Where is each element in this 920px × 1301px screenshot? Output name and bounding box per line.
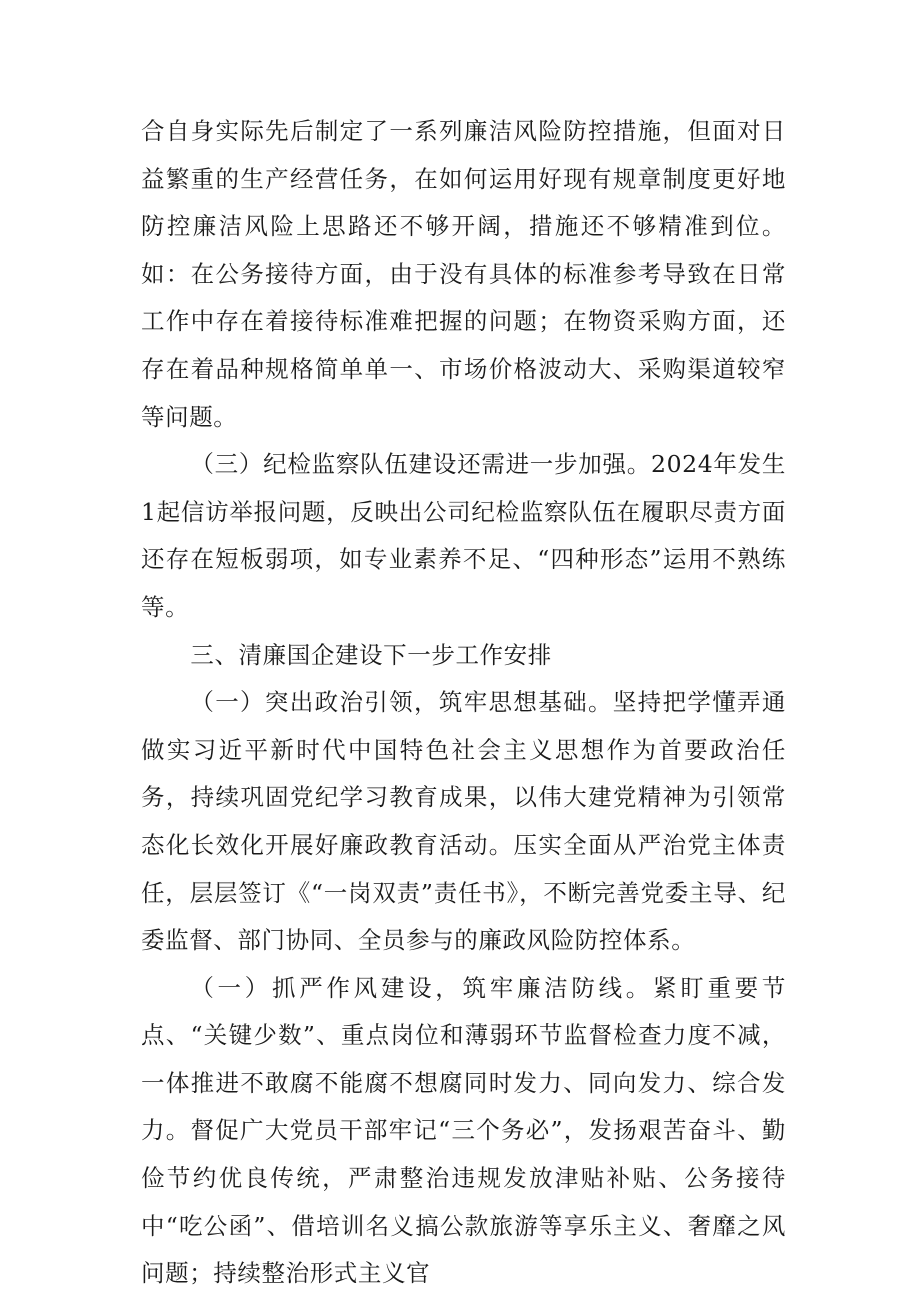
section-heading-next-steps: 三、清廉国企建设下一步工作安排 — [190, 640, 552, 669]
paragraph-work-style: （一）抓严作风建设，筑牢廉洁防线。紧盯重要节点、“关键少数”、重点岗位和薄弱环节监督检查力度不减，一体推进不敢腐不能腐不想腐同时发力、同向发力、综合发力。督促广大党员干部牢记“三个务必”，发扬艰苦奋斗、勤俭节约优良传统，严肃整治违规发放津贴补贴、公务接待中“吃公函”、借培训名义搞公款旅游等享乐主义、奢靡之风问题；持续整治形式主义官 — [141, 973, 786, 1288]
paragraph-procurement-issues: 合自身实际先后制定了一系列廉洁风险防控措施，但面对日益繁重的生产经营任务，在如何运用好现有规章制度更好地防控廉洁风险上思路还不够开阔，措施还不够精准到位。如：在公务接待方面，由于没有具体的标准参考导致在日常工作中存在着接待标准难把握的问题；在物资采购方面，还存在着品种规格简单单一、市场价格波动大、采购渠道较窄等问题。 — [141, 117, 786, 431]
document-body — [141, 108, 786, 1298]
paragraph-discipline-team: （三）纪检监察队伍建设还需进一步加强。2024年发生1起信访举报问题，反映出公司纪检监察队伍在履职尽责方面还存在短板弱项，如专业素养不足、“四种形态”运用不熟练等。 — [141, 450, 786, 621]
paragraph-political-guidance: （一）突出政治引领，筑牢思想基础。坚持把学懂弄通做实习近平新时代中国特色社会主义思想作为首要政治任务，持续巩固党纪学习教育成果，以伟大建党精神为引领常态化长效化开展好廉政教育活动。压实全面从严治党主体责任，层层签订《“一岗双责”责任书》，不断完善党委主导、纪委监督、部门协同、全员参与的廉政风险防控体系。 — [141, 688, 786, 955]
